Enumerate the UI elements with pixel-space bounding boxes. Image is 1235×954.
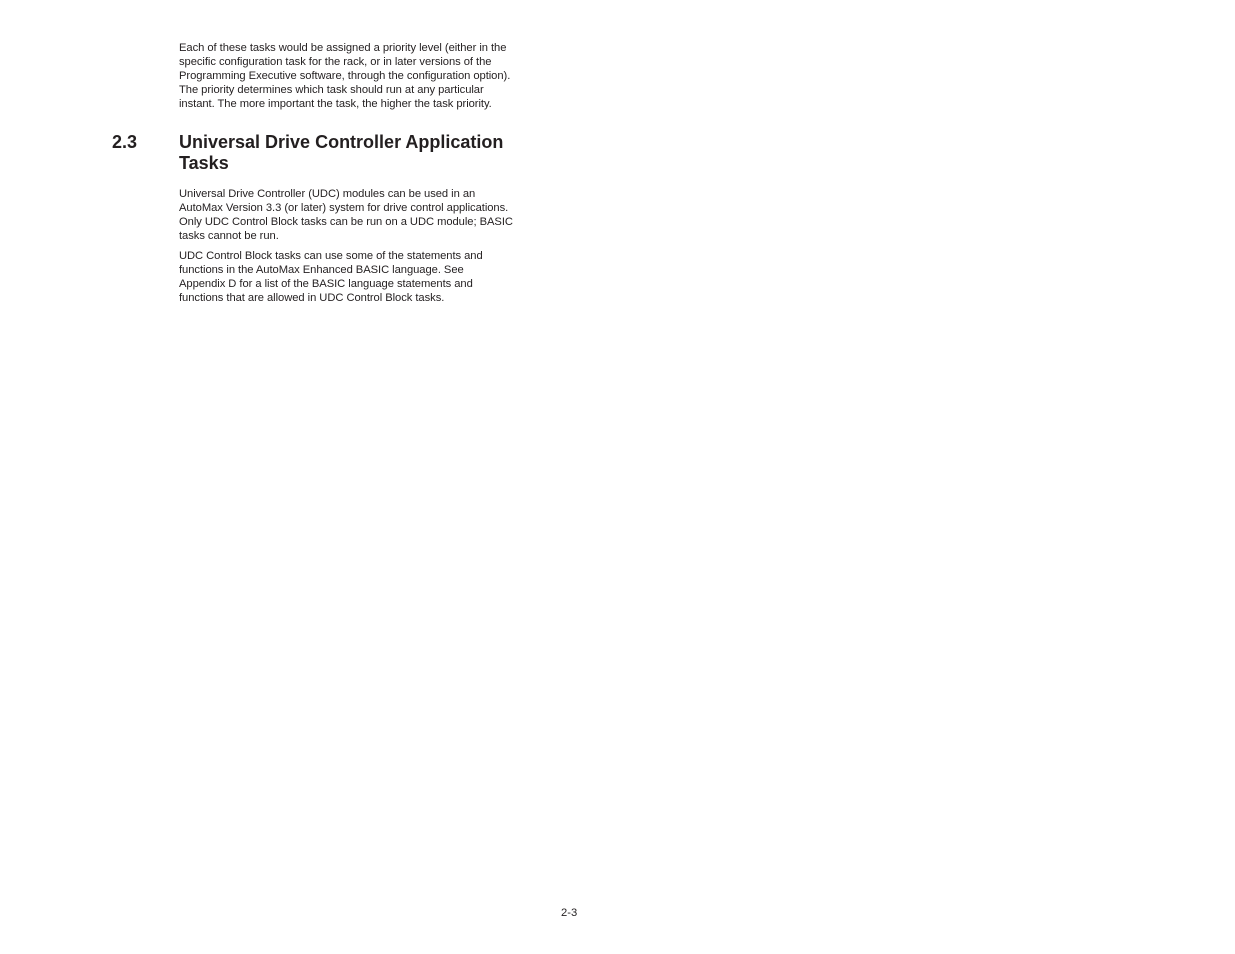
text-line: Appendix D for a list of the BASIC language statements and xyxy=(179,278,473,290)
section-title-line: Tasks xyxy=(179,153,229,173)
section-paragraph-udc-modules xyxy=(179,187,564,243)
text-line: UDC Control Block tasks can use some of the statements and xyxy=(179,250,483,262)
page-number: 2-3 xyxy=(561,907,578,919)
text-line: The priority determines which task should run at any particular xyxy=(179,84,484,96)
section-paragraph-control-block-tasks xyxy=(179,249,564,305)
text-line: Only UDC Control Block tasks can be run on a UDC module; BASIC xyxy=(179,216,513,228)
text-line: AutoMax Version 3.3 (or later) system for drive control applications. xyxy=(179,202,509,214)
text-line: instant. The more important the task, the higher the task priority. xyxy=(179,98,492,110)
text-line: functions that are allowed in UDC Control Block tasks. xyxy=(179,292,445,304)
section-title-line: Universal Drive Controller Application xyxy=(179,132,504,152)
text-line: Each of these tasks would be assigned a priority level (either in the xyxy=(179,42,507,54)
text-line: Programming Executive software, through the configuration option). xyxy=(179,70,511,82)
text-line: functions in the AutoMax Enhanced BASIC language. See xyxy=(179,264,464,276)
intro-paragraph xyxy=(179,41,564,111)
section-number: 2.3 xyxy=(112,132,138,152)
section-title xyxy=(179,132,559,174)
text-line: specific configuration task for the rack, or in later versions of the xyxy=(179,56,492,68)
text-line: tasks cannot be run. xyxy=(179,230,279,242)
text-line: Universal Drive Controller (UDC) modules can be used in an xyxy=(179,188,476,200)
